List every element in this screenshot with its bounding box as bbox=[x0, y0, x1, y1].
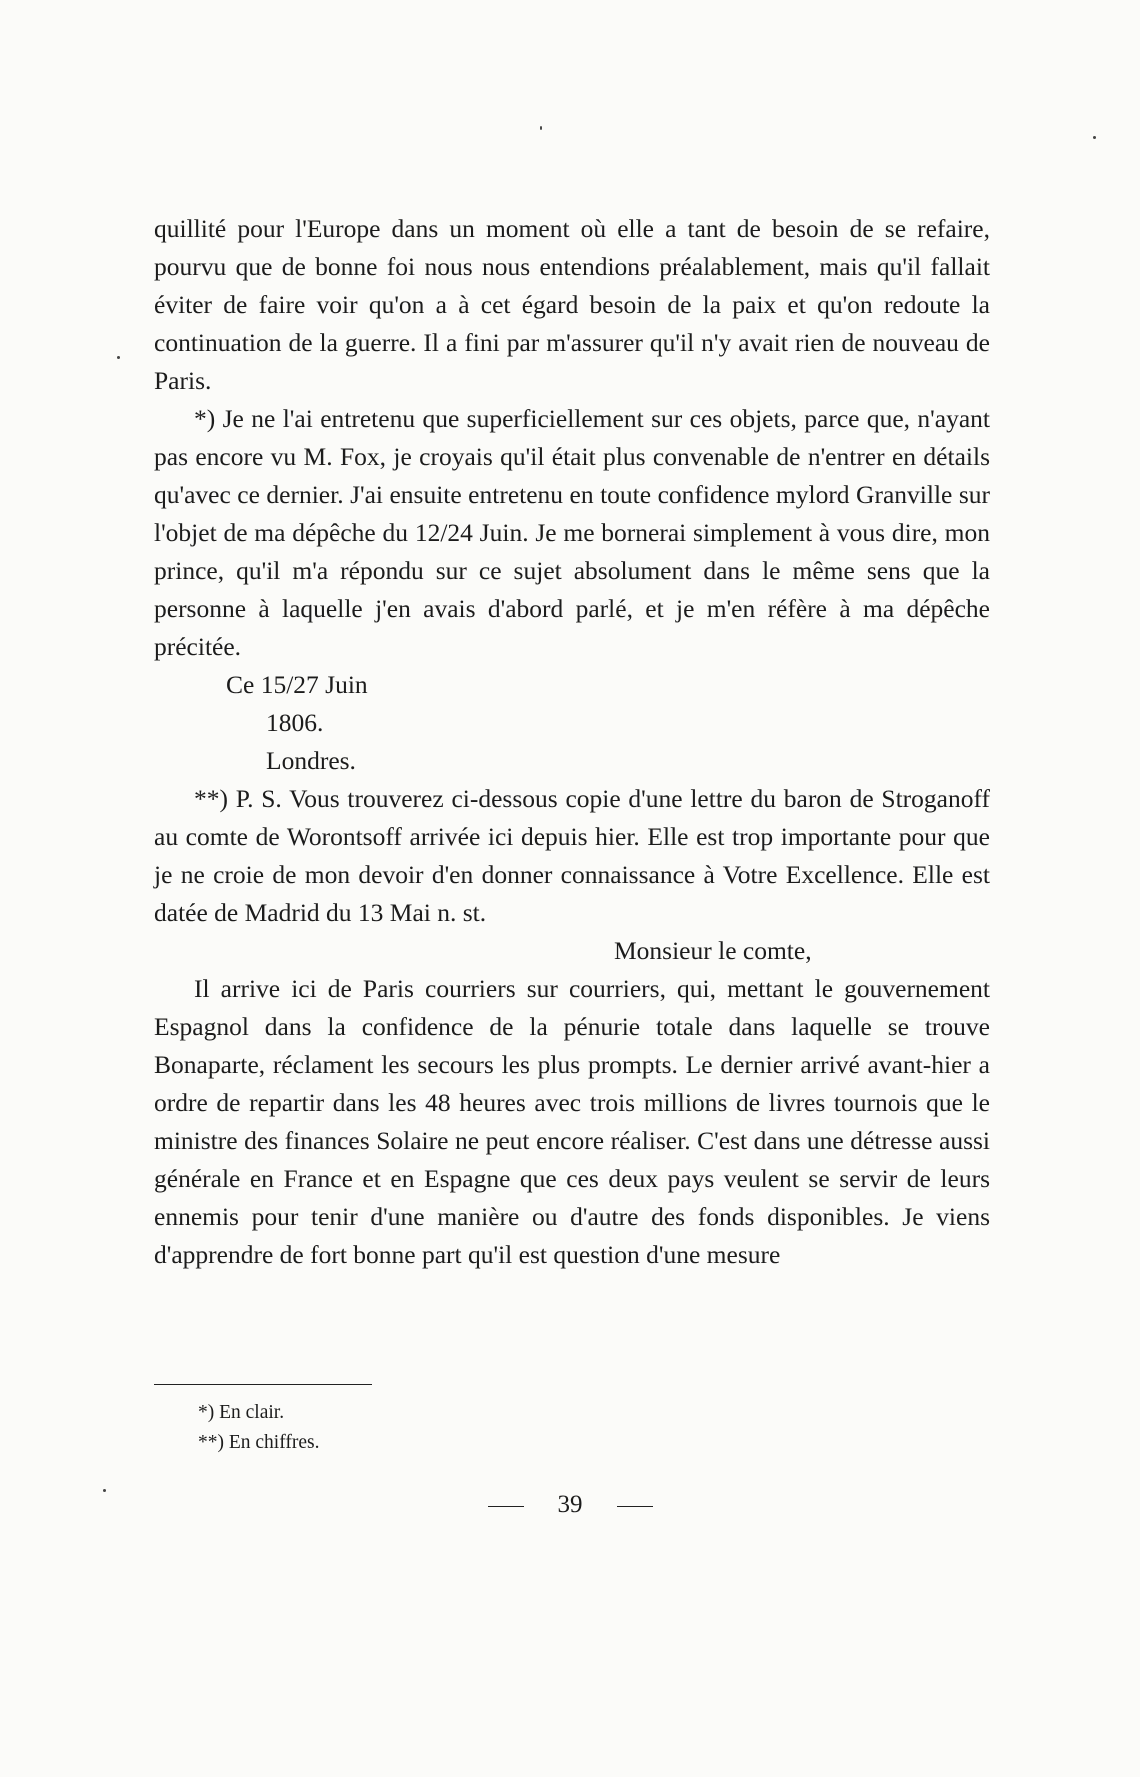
paragraph-en-clair: *) Je ne l'ai entretenu que superficiellement sur ces objets, parce que, n'ayant pas encore vu M. Fox, je croyais qu'il était plus convenable de n'entrer en détails qu'avec ce dernier. J'ai ensuite entretenu en toute confidence mylord Granville sur l'objet de ma dépêche du 12/24 Juin. Je me bornerai simplement à vous dire, mon prince, qu'il m'a répondu sur ce sujet absolument dans le même sens que la personne à laquelle j'en avais d'abord parlé, et je m'en réfère à ma dépêche précitée. bbox=[154, 404, 990, 661]
footer-dash bbox=[617, 1506, 653, 1507]
salutation: Monsieur le comte, bbox=[614, 936, 812, 965]
letter-closing bbox=[154, 666, 990, 780]
footer-dash bbox=[488, 1506, 524, 1507]
main-text bbox=[154, 210, 990, 1274]
footnotes bbox=[198, 1398, 319, 1458]
footnote: **) En chiffres. bbox=[198, 1432, 320, 1453]
scan-speck bbox=[1093, 136, 1096, 139]
footnote: *) En clair. bbox=[198, 1402, 285, 1423]
scan-speck bbox=[117, 356, 120, 359]
page-footer bbox=[0, 1488, 1140, 1522]
page-number: 39 bbox=[557, 1491, 583, 1518]
closing-place: Londres. bbox=[266, 746, 356, 775]
scan-speck bbox=[540, 126, 542, 130]
footnote-rule bbox=[154, 1384, 372, 1385]
closing-date: Ce 15/27 Juin bbox=[226, 670, 368, 699]
closing-year: 1806. bbox=[266, 708, 324, 737]
paragraph-letter: Il arrive ici de Paris courriers sur courriers, qui, mettant le gouvernement Espagnol dans la confidence de la pénurie totale dans laquelle se trouve Bonaparte, réclament les secours les plus prompts. Le dernier arrivé avant-hier a ordre de repartir dans les 48 heures avec trois millions de livres tournois que le ministre des finances Solaire ne peut encore réaliser. C'est dans une détresse aussi générale en France et en Espagne que ces deux pays veulent se servir de leurs ennemis pour tenir d'une manière ou d'autre des fonds disponibles. Je viens d'apprendre de fort bonne part qu'il est question d'une mesure bbox=[154, 974, 990, 1269]
paragraph-continuation: quillité pour l'Europe dans un moment où elle a tant de besoin de se refaire, pourvu que de bonne foi nous nous entendions préalablement, mais qu'il fallait éviter de faire voir qu'on a à cet égard besoin de la paix et qu'on redoute la continuation de la guerre. Il a fini par m'assurer qu'il n'y avait rien de nouveau de Paris. bbox=[154, 214, 990, 395]
paragraph-postscript: **) P. S. Vous trouverez ci-dessous copie d'une lettre du baron de Stroganoff au comte de Worontsoff arrivée ici depuis hier. Elle est trop importante pour que je ne croie de mon devoir d'en donner connaissance à Votre Excellence. Elle est datée de Madrid du 13 Mai n. st. bbox=[154, 784, 990, 927]
